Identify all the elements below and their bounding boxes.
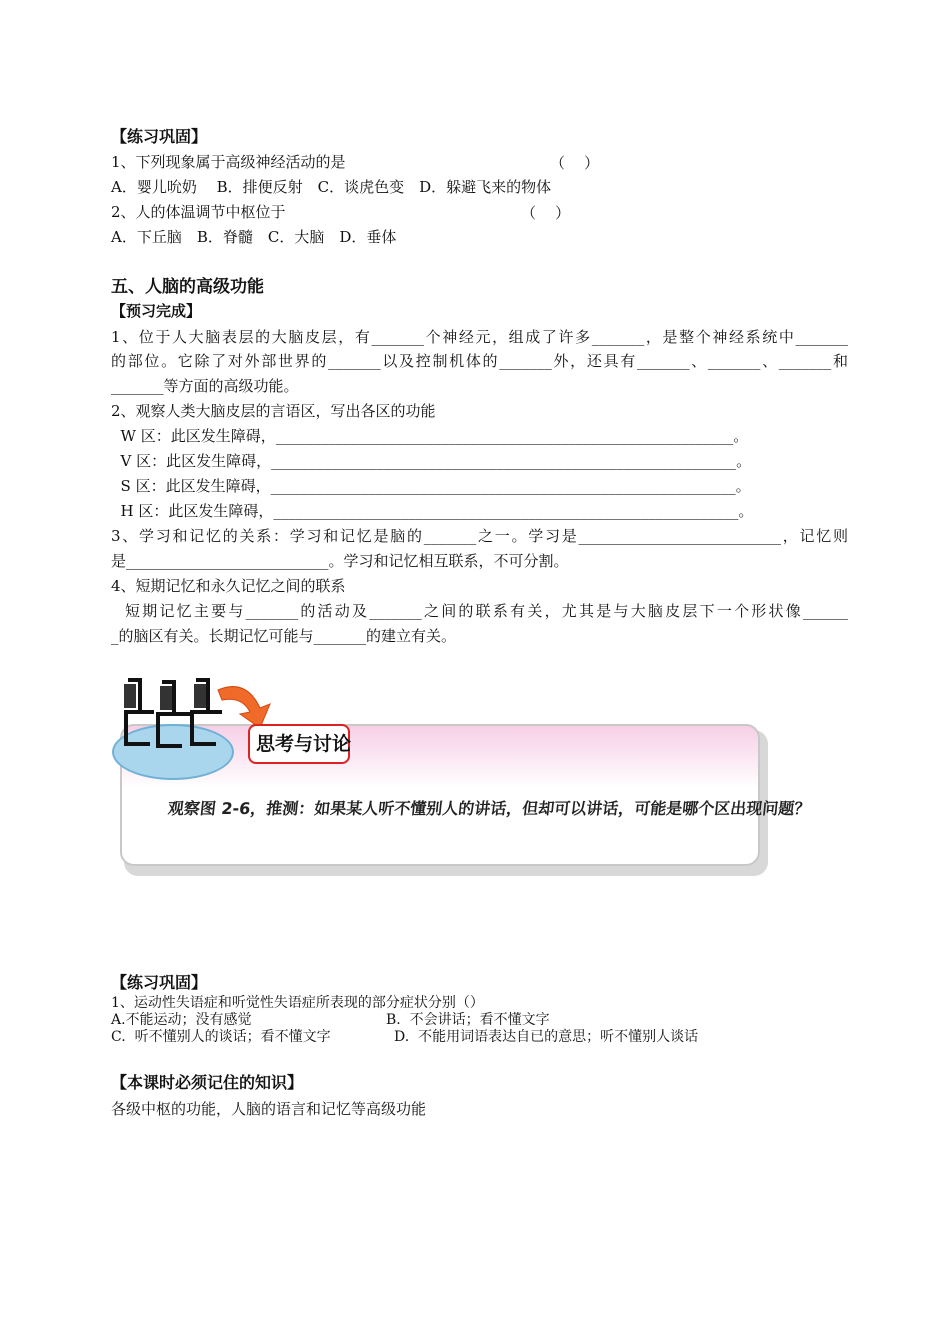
answer-paren-2: （ ） [521, 204, 571, 222]
practice-heading-2: 【练习巩固】 [111, 973, 208, 992]
discussion-banner [110, 672, 812, 882]
memory-line-1: 短期记忆主要与_______的活动及_______之间的联系有关，尤其是与大脑皮层下一个形状像______ [111, 602, 848, 620]
practice2-option-c: C. 听不懂别人的谈话；看不懂文字 [111, 1029, 331, 1045]
discussion-question: 观察图 2-6，推测：如果某人听不懂别人的讲话，但却可以讲话，可能是哪个区出现问题？ [166, 799, 812, 818]
discussion-tag: 思考与讨论 [256, 733, 352, 755]
practice2-option-b: B. 不会讲话；看不懂文字 [386, 1012, 550, 1028]
area-s: S 区：此区发生障碍，______________________________________________________________。 [111, 477, 751, 495]
fill-line-1: 1、位于人大脑表层的大脑皮层，有_______个神经元，组成了许多_______，是整个神经系统中_______ [111, 328, 848, 346]
memorize-heading: 【本课时必须记住的知识】 [111, 1073, 304, 1092]
practice2-option-a: A.不能运动；没有感觉 [111, 1012, 252, 1028]
section-title: 五、人脑的高级功能 [111, 277, 264, 297]
memorize-text: 各级中枢的功能，人脑的语言和记忆等高级功能 [111, 1100, 427, 1118]
memory-question: 4、短期记忆和永久记忆之间的联系 [111, 577, 346, 595]
practice1-question-1: 1、下列现象属于高级神经活动的是 [111, 153, 346, 171]
learning-memory-line-1: 3、学习和记忆的关系：学习和记忆是脑的_______之一。学习是___________________________，记忆则 [111, 527, 848, 545]
area-v: V 区：此区发生障碍，______________________________________________________________。 [111, 452, 752, 470]
learning-memory-line-2: 是___________________________。学习和记忆相互联系，不可分割。 [111, 552, 569, 570]
memory-line-2: _的脑区有关。长期记忆可能与_______的建立有关。 [111, 627, 457, 645]
arrow-icon [218, 687, 270, 728]
practice1-options-1: A．婴儿吮奶 B．排便反射 C．谈虎色变 D．躲避飞来的物体 [111, 178, 552, 196]
area-h: H 区：此区发生障碍，______________________________________________________________。 [111, 502, 754, 520]
area-w: W 区：此区发生障碍，_____________________________________________________________。 [111, 427, 749, 445]
speech-area-question: 2、观察人类大脑皮层的言语区，写出各区的功能 [111, 402, 436, 420]
answer-paren-1: （ ） [550, 154, 600, 172]
practice2-option-d: D. 不能用词语表达自已的意思；听不懂别人谈话 [394, 1029, 699, 1045]
fill-line-2: 的部位。它除了对外部世界的_______以及控制机体的_______外，还具有_______、_______、_______和 [111, 352, 848, 370]
preview-heading: 【预习完成】 [111, 302, 202, 320]
fill-line-3: _______等方面的高级功能。 [111, 377, 299, 395]
practice-heading-1: 【练习巩固】 [111, 127, 208, 146]
practice2-question-1: 1、运动性失语症和听觉性失语症所表现的部分症状分别（） [111, 995, 484, 1011]
practice1-options-2: A．下丘脑 B．脊髓 C．大脑 D．垂体 [111, 228, 397, 246]
practice1-question-2: 2、人的体温调节中枢位于 [111, 203, 286, 221]
